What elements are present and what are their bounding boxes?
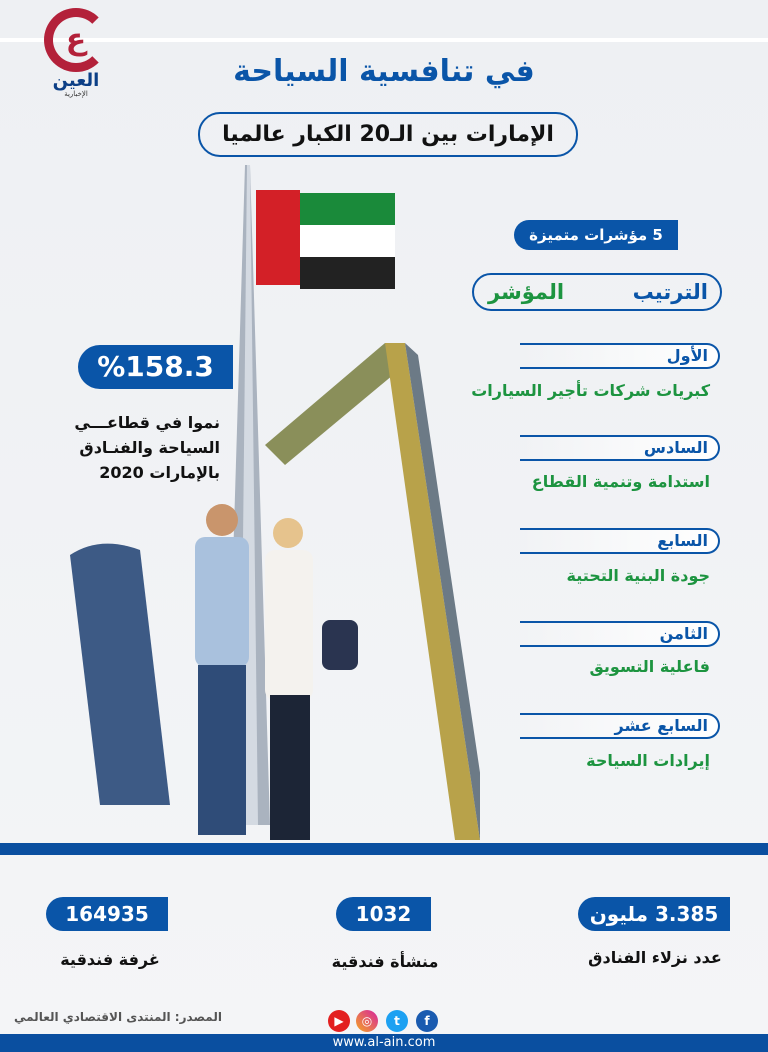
indicator-label: كبريات شركات تأجير السيارات — [471, 381, 710, 400]
indicator-label: استدامة وتنمية القطاع — [531, 472, 710, 491]
page-title: في تنافسية السياحة — [233, 54, 535, 89]
facebook-icon[interactable]: f — [416, 1010, 438, 1032]
dubai-illustration — [60, 165, 480, 845]
stat-label: منشأة فندقية — [331, 952, 439, 971]
indicator-label: فاعلية التسويق — [589, 657, 710, 676]
indicators-badge: 5 مؤشرات متميزة — [514, 220, 678, 250]
stat-label: عدد نزلاء الفنادق — [588, 948, 722, 967]
indicator-column-header: المؤشر — [488, 280, 565, 304]
stat-label: غرفة فندقية — [60, 950, 160, 969]
twitter-icon[interactable]: t — [386, 1010, 408, 1032]
stat-value: 3.385 مليون — [578, 897, 730, 931]
youtube-icon[interactable]: ▶ — [328, 1010, 350, 1032]
source-note: المصدر: المنتدى الاقتصادي العالمي — [14, 1010, 222, 1024]
stat-value: 164935 — [46, 897, 168, 931]
rank-label: الثامن — [520, 621, 720, 647]
growth-line: السياحة والفنـادق — [79, 438, 220, 457]
capital-gate-tower — [70, 544, 170, 805]
uae-flag — [256, 190, 395, 289]
growth-line: بالإمارات 2020 — [99, 463, 220, 482]
growth-value: %158.3 — [78, 345, 233, 389]
growth-description — [40, 410, 220, 485]
rank-column-header: الترتيب — [632, 280, 708, 304]
rank-label: السادس — [520, 435, 720, 461]
website-url[interactable]: www.al-ain.com — [0, 1034, 768, 1052]
logo-mark: ع — [44, 8, 108, 72]
indicators-header — [472, 273, 722, 311]
logo-sub: الإخبارية — [64, 90, 88, 98]
section-divider-bar — [0, 843, 768, 855]
growth-line: نموا في قطاعـــي — [74, 413, 220, 432]
page-subtitle: الإمارات بين الـ20 الكبار عالميا — [198, 112, 578, 157]
rank-label: الأول — [520, 343, 720, 369]
header-divider — [0, 38, 768, 42]
tourists-couple — [195, 504, 358, 840]
rank-label: السابع عشر — [520, 713, 720, 739]
indicator-label: إيرادات السياحة — [586, 751, 710, 770]
rank-label: السابع — [520, 528, 720, 554]
instagram-icon[interactable]: ◎ — [356, 1010, 378, 1032]
indicator-label: جودة البنية التحتية — [566, 566, 710, 585]
stat-value: 1032 — [336, 897, 431, 931]
logo-name: العين — [52, 70, 100, 91]
